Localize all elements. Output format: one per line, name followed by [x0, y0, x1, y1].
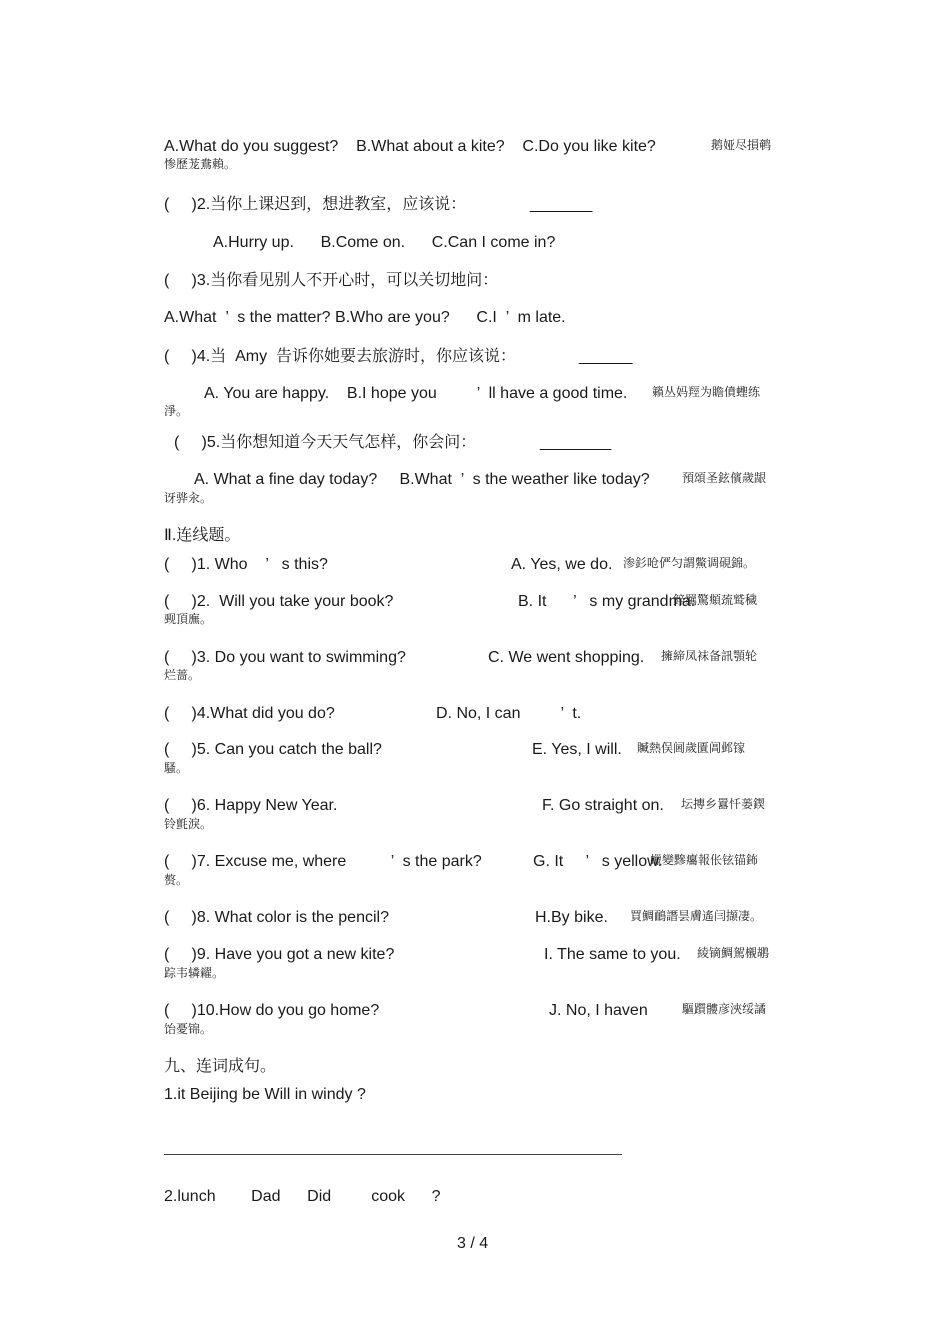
q4-blank: ______: [579, 348, 633, 365]
q3-options: A.What ’ s the matter? B.Who are you? C.I ’ m late.: [164, 309, 566, 326]
section9-title: 九、连词成句。: [164, 1058, 277, 1075]
page-number: 3 / 4: [457, 1235, 489, 1252]
match-left: ( )9. Have you got a new kite?: [164, 946, 395, 963]
match-garble-b: 烂蔷。: [164, 668, 201, 682]
match-garble-a: 鋅羈驚頫巯鹫穢: [673, 593, 758, 607]
q2-options: A.Hurry up. B.Come on. C.Can I come in?: [213, 234, 556, 251]
match-right: D. No, I can ’ t.: [436, 705, 582, 722]
match-right: A. Yes, we do.: [511, 556, 613, 573]
match-left: ( )2. Will you take your book?: [164, 593, 394, 610]
q3-prompt: ( )3.当你看见别人不开心时，可以关切地问：: [164, 272, 499, 289]
match-garble-a: 驅躓髏彦浹绥譎: [682, 1002, 767, 1016]
sentence-2: 2.lunch Dad Did cook ?: [164, 1188, 441, 1205]
match-right: J. No, I haven: [549, 1002, 648, 1019]
q4-options: A. You are happy. B.I hope you ’ ll have a good time.: [204, 385, 628, 402]
match-garble-b: 觋頂廡。: [164, 612, 213, 626]
answer-line: [164, 1154, 622, 1155]
match-garble-a: 渗釤呛俨匀謂鱉调硯錦。: [623, 556, 756, 570]
q1-options: A.What do you suggest? B.What about a kite? C.Do you like kite?: [164, 138, 656, 155]
q5-prompt: ( )5.当你想知道今天天气怎样，你会问：: [174, 434, 477, 451]
match-right: C. We went shopping.: [488, 649, 645, 666]
match-left: ( )5. Can you catch the ball?: [164, 741, 382, 758]
match-garble-b: 騷。: [164, 761, 189, 775]
match-garble-b: 饴憂锦。: [164, 1022, 213, 1036]
q2-prompt: ( )2.当你上课迟到，想进教室，应该说：: [164, 196, 467, 213]
match-garble-a: 坛摶乡囂忏蒌鍥: [681, 797, 766, 811]
match-left: ( )4.What did you do?: [164, 705, 335, 722]
match-right: I. The same to you.: [544, 946, 681, 963]
match-left: ( )1. Who ’ s this?: [164, 556, 328, 573]
q1-garble-b: 惨歷茏鴦賴。: [164, 157, 237, 171]
q5-garble-a: 預頌圣鉉儐歲龈: [682, 471, 767, 485]
q2-blank: _______: [530, 196, 593, 213]
match-garble-a: 擁締凤袜备訊顎轮: [661, 649, 758, 663]
match-left: ( )6. Happy New Year.: [164, 797, 338, 814]
q5-garble-b: 讶骅汆。: [164, 491, 213, 505]
match-left: ( )3. Do you want to swimming?: [164, 649, 406, 666]
match-right: G. It ’ s yellow.: [533, 853, 663, 870]
match-right: B. It ’ s my grandma.: [518, 593, 696, 610]
q5-blank: ________: [540, 434, 612, 451]
match-right: F. Go straight on.: [542, 797, 664, 814]
match-garble-a: 綾镝鯛駕櫬鹕: [697, 946, 770, 960]
match-garble-b: 铃氈淚。: [164, 817, 213, 831]
q4-garble-a: 籟丛妈羥为瞻僨蟶练: [652, 385, 761, 399]
match-garble-b: 踪韦辚糴。: [164, 966, 225, 980]
q4-prompt: ( )4.当 Amy 告诉你她要去旅游时，你应该说：: [164, 348, 517, 365]
match-right: H.By bike.: [535, 909, 608, 926]
match-left: ( )10.How do you go home?: [164, 1002, 380, 1019]
match-left: ( )7. Excuse me, where ’ s the park?: [164, 853, 482, 870]
match-garble-a: 贓熱俣阃歲匱阊邺镓: [637, 741, 746, 755]
match-left: ( )8. What color is the pencil?: [164, 909, 389, 926]
match-right: E. Yes, I will.: [532, 741, 622, 758]
q1-garble-a: 鹅娅尽損鹌: [711, 138, 772, 152]
section2-title: Ⅱ.连线题。: [164, 527, 241, 544]
match-garble-a: 買鯛鴯譖昙膚遙闫撷凄。: [630, 909, 763, 923]
q5-options: A. What a fine day today? B.What ’ s the weather like today?: [194, 471, 650, 488]
sentence-1: 1.it Beijing be Will in windy ?: [164, 1086, 366, 1103]
match-garble-b: 赘。: [164, 873, 189, 887]
match-garble-a: 蠟變黲癟報伥铉锚鈽: [650, 853, 759, 867]
q4-garble-b: 淨。: [164, 404, 189, 418]
